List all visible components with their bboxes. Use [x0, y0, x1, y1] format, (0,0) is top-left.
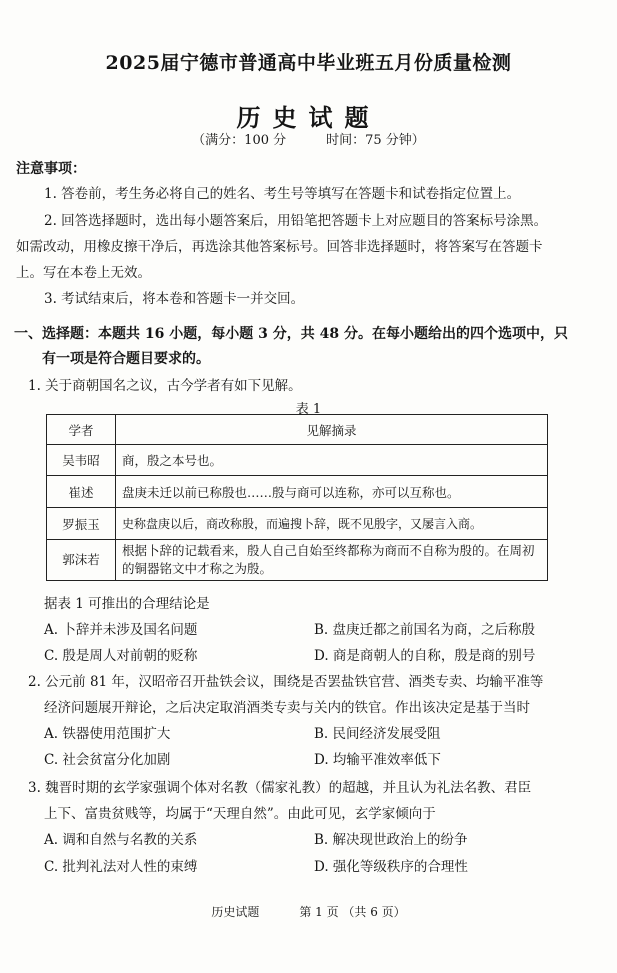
table-row: [47, 540, 548, 581]
score-time-line: [0, 129, 617, 148]
full-score: （满分：100 分: [192, 133, 287, 148]
q3-option-c: C. 批判礼法对人性的束缚: [44, 859, 198, 875]
table-row: [47, 476, 548, 508]
page-footer: [0, 903, 617, 920]
table-cell-view: 商，殷之本号也。: [116, 445, 548, 476]
q1-option-a: A. 卜辞并未涉及国名问题: [44, 622, 198, 638]
section-1-title-line-2: 有一项是符合题目要求的。: [42, 351, 210, 367]
notice-item-3: 3. 考试结束后，将本卷和答题卡一并交回。: [44, 291, 305, 307]
q1-option-d: D. 商是商朝人的自称，殷是商的别号: [314, 648, 536, 664]
table-cell-scholar: 罗振玉: [47, 508, 116, 540]
q2-option-c: C. 社会贫富分化加剧: [44, 752, 171, 768]
table-cell-view: 史称盘庚以后，商改称殷，而遍搜卜辞，既不见殷字，又屡言入商。: [116, 508, 548, 540]
question-2-stem-line-1: 2. 公元前 81 年，汉昭帝召开盐铁会议，围绕是否罢盐铁官营、酒类专卖、均输平准等: [28, 674, 544, 690]
q3-option-b: B. 解决现世政治上的纷争: [314, 832, 468, 848]
footer-page-number: 第 1 页 （共 6 页）: [299, 905, 406, 919]
exam-title: 2025届宁德市普通高中毕业班五月份质量检测: [105, 52, 512, 74]
table-header-scholar: 学者: [47, 415, 116, 445]
table-row: [47, 445, 548, 476]
notice-item-2-line-3: 上。写在本卷上无效。: [16, 265, 151, 281]
question-1-stem: 1. 关于商朝国名之议，古今学者有如下见解。: [28, 378, 302, 394]
section-1-title-line-1: 一、选择题：本题共 16 小题，每小题 3 分，共 48 分。在每小题给出的四个选项中，只: [14, 326, 568, 342]
table-cell-scholar: 吴韦昭: [47, 445, 116, 476]
table-header-view: 见解摘录: [116, 415, 548, 445]
notice-item-2-line-2: 如需改动，用橡皮擦干净后，再选涂其他答案标号。回答非选择题时，将答案写在答题卡: [16, 239, 543, 255]
table-cell-view: 盘庚未迁以前已称殷也……殷与商可以连称，亦可以互称也。: [116, 476, 548, 508]
q3-option-d: D. 强化等级秩序的合理性: [314, 859, 468, 875]
q2-option-a: A. 铁器使用范围扩大: [44, 726, 171, 742]
q2-option-b: B. 民间经济发展受阻: [314, 726, 441, 742]
q1-option-b: B. 盘庚迁都之前国名为商，之后称殷: [314, 622, 536, 638]
question-3-stem-line-1: 3. 魏晋时期的玄学家强调个体对名教（儒家礼教）的超越，并且认为礼法名教、君臣: [28, 780, 532, 796]
exam-time: 时间：75 分钟）: [326, 133, 425, 148]
question-2-stem-line-2: 经济问题展开辩论，之后决定取消酒类专卖与关内的铁官。作出该决定是基于当时: [44, 700, 530, 716]
notice-item-1: 1. 答卷前，考生务必将自己的姓名、考生号等填写在答题卡和试卷指定位置上。: [44, 186, 521, 202]
q3-option-a: A. 调和自然与名教的关系: [44, 832, 198, 848]
table-cell-scholar: 郭沫若: [47, 540, 116, 581]
footer-subject: 历史试题: [211, 905, 260, 919]
scholars-table: [46, 414, 548, 581]
table-cell-scholar: 崔述: [47, 476, 116, 508]
table-caption: 表 1: [295, 402, 322, 417]
q1-option-c: C. 殷是周人对前朝的贬称: [44, 648, 198, 664]
question-1-prompt: 据表 1 可推出的合理结论是: [44, 596, 210, 612]
table-cell-view: 根据卜辞的记载看来，殷人自己自始至终都称为商而不自称为殷的。在周初的铜器铭文中才称之为殷。: [116, 540, 548, 581]
subject-title: 历史试题: [236, 103, 381, 132]
notice-heading: 注意事项：: [16, 161, 86, 177]
question-3-stem-line-2: 上下、富贵贫贱等，均属于“天理自然”。由此可见，玄学家倾向于: [44, 806, 436, 822]
notice-item-2-line-1: 2. 回答选择题时，选出每小题答案后，用铅笔把答题卡上对应题目的答案标号涂黑。: [44, 213, 548, 229]
q2-option-d: D. 均输平准效率低下: [314, 752, 441, 768]
table-row: [47, 508, 548, 540]
